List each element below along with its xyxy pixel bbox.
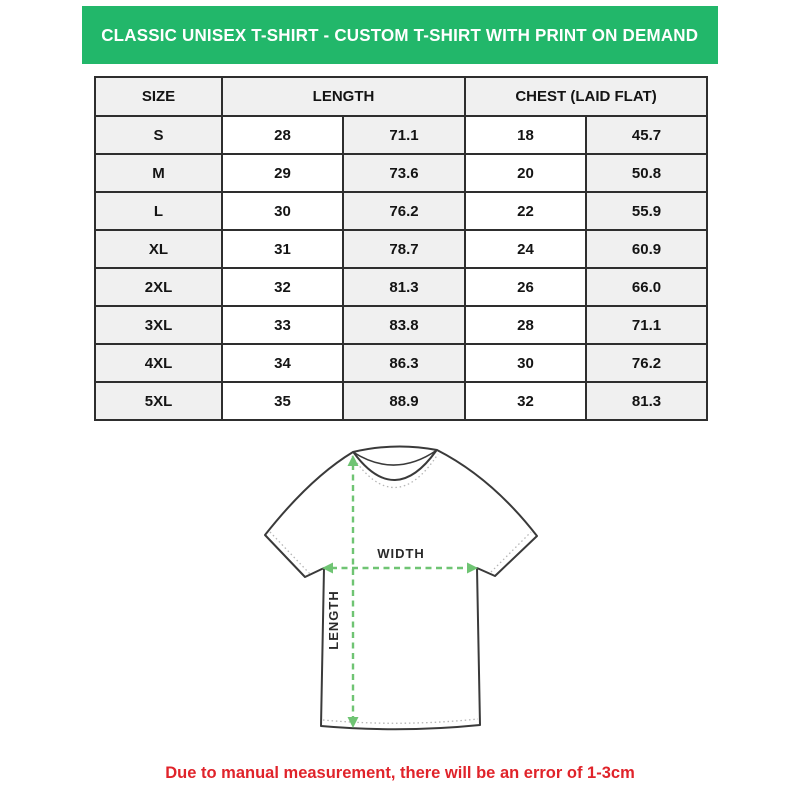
chest-in-cell: 24 — [465, 230, 586, 268]
chest-cm-cell: 76.2 — [586, 344, 707, 382]
page-title: CLASSIC UNISEX T-SHIRT - CUSTOM T-SHIRT WITH PRINT ON DEMAND — [101, 24, 699, 45]
chest-cm-cell: 81.3 — [586, 382, 707, 420]
tshirt-outline-icon — [265, 446, 537, 729]
col-header-length: LENGTH — [222, 77, 465, 116]
length-cm-cell: 86.3 — [343, 344, 465, 382]
chest-cm-cell: 71.1 — [586, 306, 707, 344]
size-cell: 4XL — [95, 344, 222, 382]
size-cell: 3XL — [95, 306, 222, 344]
table-row — [95, 382, 707, 420]
title-banner — [82, 6, 718, 64]
table-header-row — [95, 77, 707, 116]
length-in-cell: 32 — [222, 268, 343, 306]
table-row — [95, 116, 707, 154]
length-in-cell: 31 — [222, 230, 343, 268]
length-cm-cell: 71.1 — [343, 116, 465, 154]
length-in-cell: 30 — [222, 192, 343, 230]
chest-cm-cell: 55.9 — [586, 192, 707, 230]
col-header-chest: CHEST (LAID FLAT) — [465, 77, 707, 116]
length-cm-cell: 73.6 — [343, 154, 465, 192]
length-cm-cell: 88.9 — [343, 382, 465, 420]
width-label: WIDTH — [377, 546, 425, 561]
size-cell: M — [95, 154, 222, 192]
table-row — [95, 230, 707, 268]
size-cell: S — [95, 116, 222, 154]
size-cell: 2XL — [95, 268, 222, 306]
measurement-note: Due to manual measurement, there will be an error of 1-3cm — [165, 764, 635, 782]
table-row — [95, 268, 707, 306]
length-in-cell: 28 — [222, 116, 343, 154]
chest-in-cell: 20 — [465, 154, 586, 192]
col-header-size: SIZE — [95, 77, 222, 116]
tshirt-measurement-diagram — [230, 430, 570, 750]
chest-cm-cell: 45.7 — [586, 116, 707, 154]
length-in-cell: 35 — [222, 382, 343, 420]
length-cm-cell: 78.7 — [343, 230, 465, 268]
table-row — [95, 344, 707, 382]
length-in-cell: 34 — [222, 344, 343, 382]
chest-in-cell: 26 — [465, 268, 586, 306]
chest-in-cell: 32 — [465, 382, 586, 420]
chest-in-cell: 18 — [465, 116, 586, 154]
chest-in-cell: 30 — [465, 344, 586, 382]
chest-cm-cell: 60.9 — [586, 230, 707, 268]
chest-in-cell: 22 — [465, 192, 586, 230]
size-cell: XL — [95, 230, 222, 268]
chest-in-cell: 28 — [465, 306, 586, 344]
length-label: LENGTH — [326, 590, 341, 650]
length-cm-cell: 76.2 — [343, 192, 465, 230]
chest-cm-cell: 50.8 — [586, 154, 707, 192]
table-row — [95, 192, 707, 230]
size-cell: 5XL — [95, 382, 222, 420]
chest-cm-cell: 66.0 — [586, 268, 707, 306]
length-in-cell: 33 — [222, 306, 343, 344]
table-row — [95, 154, 707, 192]
length-cm-cell: 83.8 — [343, 306, 465, 344]
table-row — [95, 306, 707, 344]
size-chart-table — [94, 76, 708, 421]
length-in-cell: 29 — [222, 154, 343, 192]
length-cm-cell: 81.3 — [343, 268, 465, 306]
size-cell: L — [95, 192, 222, 230]
